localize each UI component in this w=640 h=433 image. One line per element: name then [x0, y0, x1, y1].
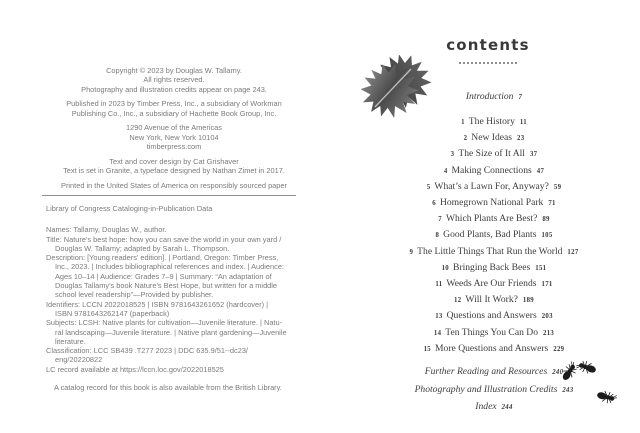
chapter-title: Ten Things You Can Do: [445, 326, 538, 338]
toc-row: [328, 276, 640, 292]
toc-page-number: 105: [541, 232, 553, 240]
design-credit-block: [28, 157, 320, 176]
toc-page-number: 243: [562, 386, 574, 394]
address-line: 1290 Avenue of the Americas: [125, 123, 222, 133]
address-line: New York, New York 10104: [129, 132, 219, 142]
toc-page-number: 151: [535, 264, 547, 272]
toc-title: Introduction: [465, 91, 514, 102]
toc-page-number: 213: [543, 329, 555, 337]
toc-row: [328, 130, 640, 146]
copyright-line: Photography and illustration credits appear on page 243.: [81, 84, 267, 94]
toc-page-number: 127: [567, 248, 579, 256]
chapter-number: 8: [435, 232, 440, 240]
publisher-line: Published in 2023 by Timber Press, Inc., a subsidiary of Workman: [66, 99, 282, 109]
catalog-line: eng/20220822: [55, 355, 103, 365]
catalog-line: school level readership”—Provided by publisher.: [55, 290, 214, 300]
catalog-line: Classification: LCC SB439 .T277 2023 | DDC 635.9/51--dc23/: [46, 346, 248, 356]
chapter-title: The Little Things That Run the World: [417, 245, 563, 257]
back-matter-title: Index: [475, 401, 497, 413]
chapter-number: 11: [435, 281, 443, 289]
chapter-title: More Questions and Answers: [435, 342, 549, 354]
copyright-block: [28, 66, 320, 94]
toc-page-number: 11: [519, 119, 527, 126]
chapter-number: 14: [433, 329, 442, 337]
toc-row: [328, 341, 640, 357]
back-matter-title: Further Reading and Resources: [424, 366, 548, 378]
toc-page-number: 71: [548, 200, 556, 208]
toc-row: [328, 179, 640, 195]
chapter-number: 4: [443, 167, 448, 175]
chapter-title: Good Plants, Bad Plants: [443, 229, 537, 241]
copyright-line: Copyright © 2023 by Douglas W. Tallamy.: [106, 66, 242, 75]
design-credit-line: Text and cover design by Cat Grishaver: [109, 156, 239, 166]
chapter-title: Will It Work?: [465, 294, 518, 306]
catalog-line: ral landscaping—Juvenile literature. | Native plant gardening—Juvenile: [55, 327, 287, 337]
toc-row: [328, 227, 640, 243]
copyright-line: All rights reserved.: [143, 75, 205, 85]
three-ants-icon: [551, 359, 619, 418]
catalog-line: literature.: [55, 336, 86, 346]
toc-page-number: 59: [553, 183, 562, 191]
chapter-title: Bringing Back Bees: [453, 261, 531, 273]
divider-rule: [42, 195, 296, 196]
publisher-block: [28, 99, 320, 118]
contents-title: contents: [446, 36, 530, 54]
chapter-title: New Ideas: [471, 132, 513, 144]
chapter-number: 3: [450, 151, 455, 159]
toc-row: [328, 163, 640, 179]
dotted-rule: [459, 62, 517, 64]
catalog-line: Title: Nature's best hope: how you can save the world in your own yard /: [46, 234, 282, 244]
chapter-title: The Size of It All: [458, 148, 525, 160]
chapter-title: What’s a Lawn For, Anyway?: [434, 180, 549, 192]
catalog-line: Inc., 2023. | Includes bibliographical references and index. | Audience:: [55, 262, 284, 272]
toc-row: [328, 114, 640, 130]
toc-page-number: 203: [541, 313, 553, 321]
toc-introduction-row: [328, 90, 640, 105]
toc-row: [328, 146, 640, 162]
catalog-line: Subjects: LCSH: Native plants for cultivation—Juvenile literature. | Natu-: [46, 318, 283, 328]
chapter-title: Which Plants Are Best?: [445, 213, 538, 225]
catalog-line: Douglas Tallamy's book Nature's Best Hope, but written for a middle: [55, 281, 278, 291]
catalog-line: Description: [Young readers' edition]. | Portland, Oregon: Timber Press,: [46, 253, 279, 263]
toc-row: [328, 244, 640, 260]
toc-page-number: 47: [536, 167, 545, 175]
chapter-title: Weeds Are Our Friends: [446, 278, 537, 290]
toc-row: [328, 292, 640, 308]
address-block: [28, 123, 320, 151]
chapter-number: 2: [463, 135, 468, 143]
chapter-title: Questions and Answers: [446, 310, 537, 322]
publisher-line: Publishing Co., Inc., a subsidiary of Hachette Book Group, Inc.: [71, 108, 277, 118]
publisher-website: timberpress.com: [146, 142, 202, 152]
toc-row: [328, 211, 640, 227]
catalog-line: Douglas W. Tallamy; adapted by Sarah L. Thompson.: [55, 243, 230, 253]
lc-record-line: LC record available at https://lccn.loc.gov/2022018525: [46, 364, 224, 374]
chapter-number: 10: [441, 264, 449, 272]
british-library-line: A catalog record for this book is also available from the British Library.: [54, 383, 282, 393]
chapter-number: 1: [461, 119, 465, 126]
toc-page-number: 240: [552, 369, 564, 377]
chapter-number: 15: [423, 345, 432, 353]
chapter-title: The History: [468, 116, 515, 127]
copyright-page: [28, 66, 320, 196]
toc-page-number: 229: [553, 345, 565, 353]
printed-line: Printed in the United States of America on responsibly sourced paper: [61, 180, 287, 190]
toc-page-number: 189: [522, 297, 534, 305]
back-matter-title: Photography and Illustration Credits: [414, 383, 558, 395]
chapter-title: Homegrown National Park: [439, 197, 544, 209]
design-credit-line: Text is set in Granite, a typeface designed by Nathan Zimet in 2017.: [63, 166, 285, 176]
toc-page-number: 244: [501, 404, 513, 412]
toc-page-number: 23: [517, 135, 525, 143]
catalog-line: Ages 10–14 | Audience: Grades 7–9 | Summary: “An adaptation of: [55, 271, 272, 281]
toc-row: [328, 195, 640, 211]
toc-page-number: 89: [542, 216, 550, 224]
chapter-title: Making Connections: [451, 164, 532, 176]
chapter-number: 13: [435, 313, 443, 321]
catalog-line: Names: Tallamy, Douglas W., author.: [46, 225, 167, 235]
toc-page-number: 171: [541, 281, 553, 289]
chapter-number: 7: [438, 216, 442, 224]
toc-row: [328, 325, 640, 341]
toc-page-number: 37: [529, 151, 538, 159]
chapter-number: 12: [454, 297, 462, 305]
chapter-number: 5: [426, 183, 431, 191]
catalog-line: Identifiers: LCCN 2022018525 | ISBN 9781643261652 (hardcover) |: [46, 299, 269, 309]
chapter-number: 6: [432, 200, 436, 208]
loc-cataloging-block: [46, 204, 310, 392]
toc-page-number: 7: [518, 94, 523, 101]
catalog-line: ISBN 9781643262147 (paperback): [55, 308, 170, 318]
loc-heading: Library of Congress Cataloging-in-Publication Data: [46, 204, 213, 213]
toc-row: [328, 260, 640, 276]
toc-row: [328, 308, 640, 324]
chapter-number: 9: [409, 248, 414, 256]
